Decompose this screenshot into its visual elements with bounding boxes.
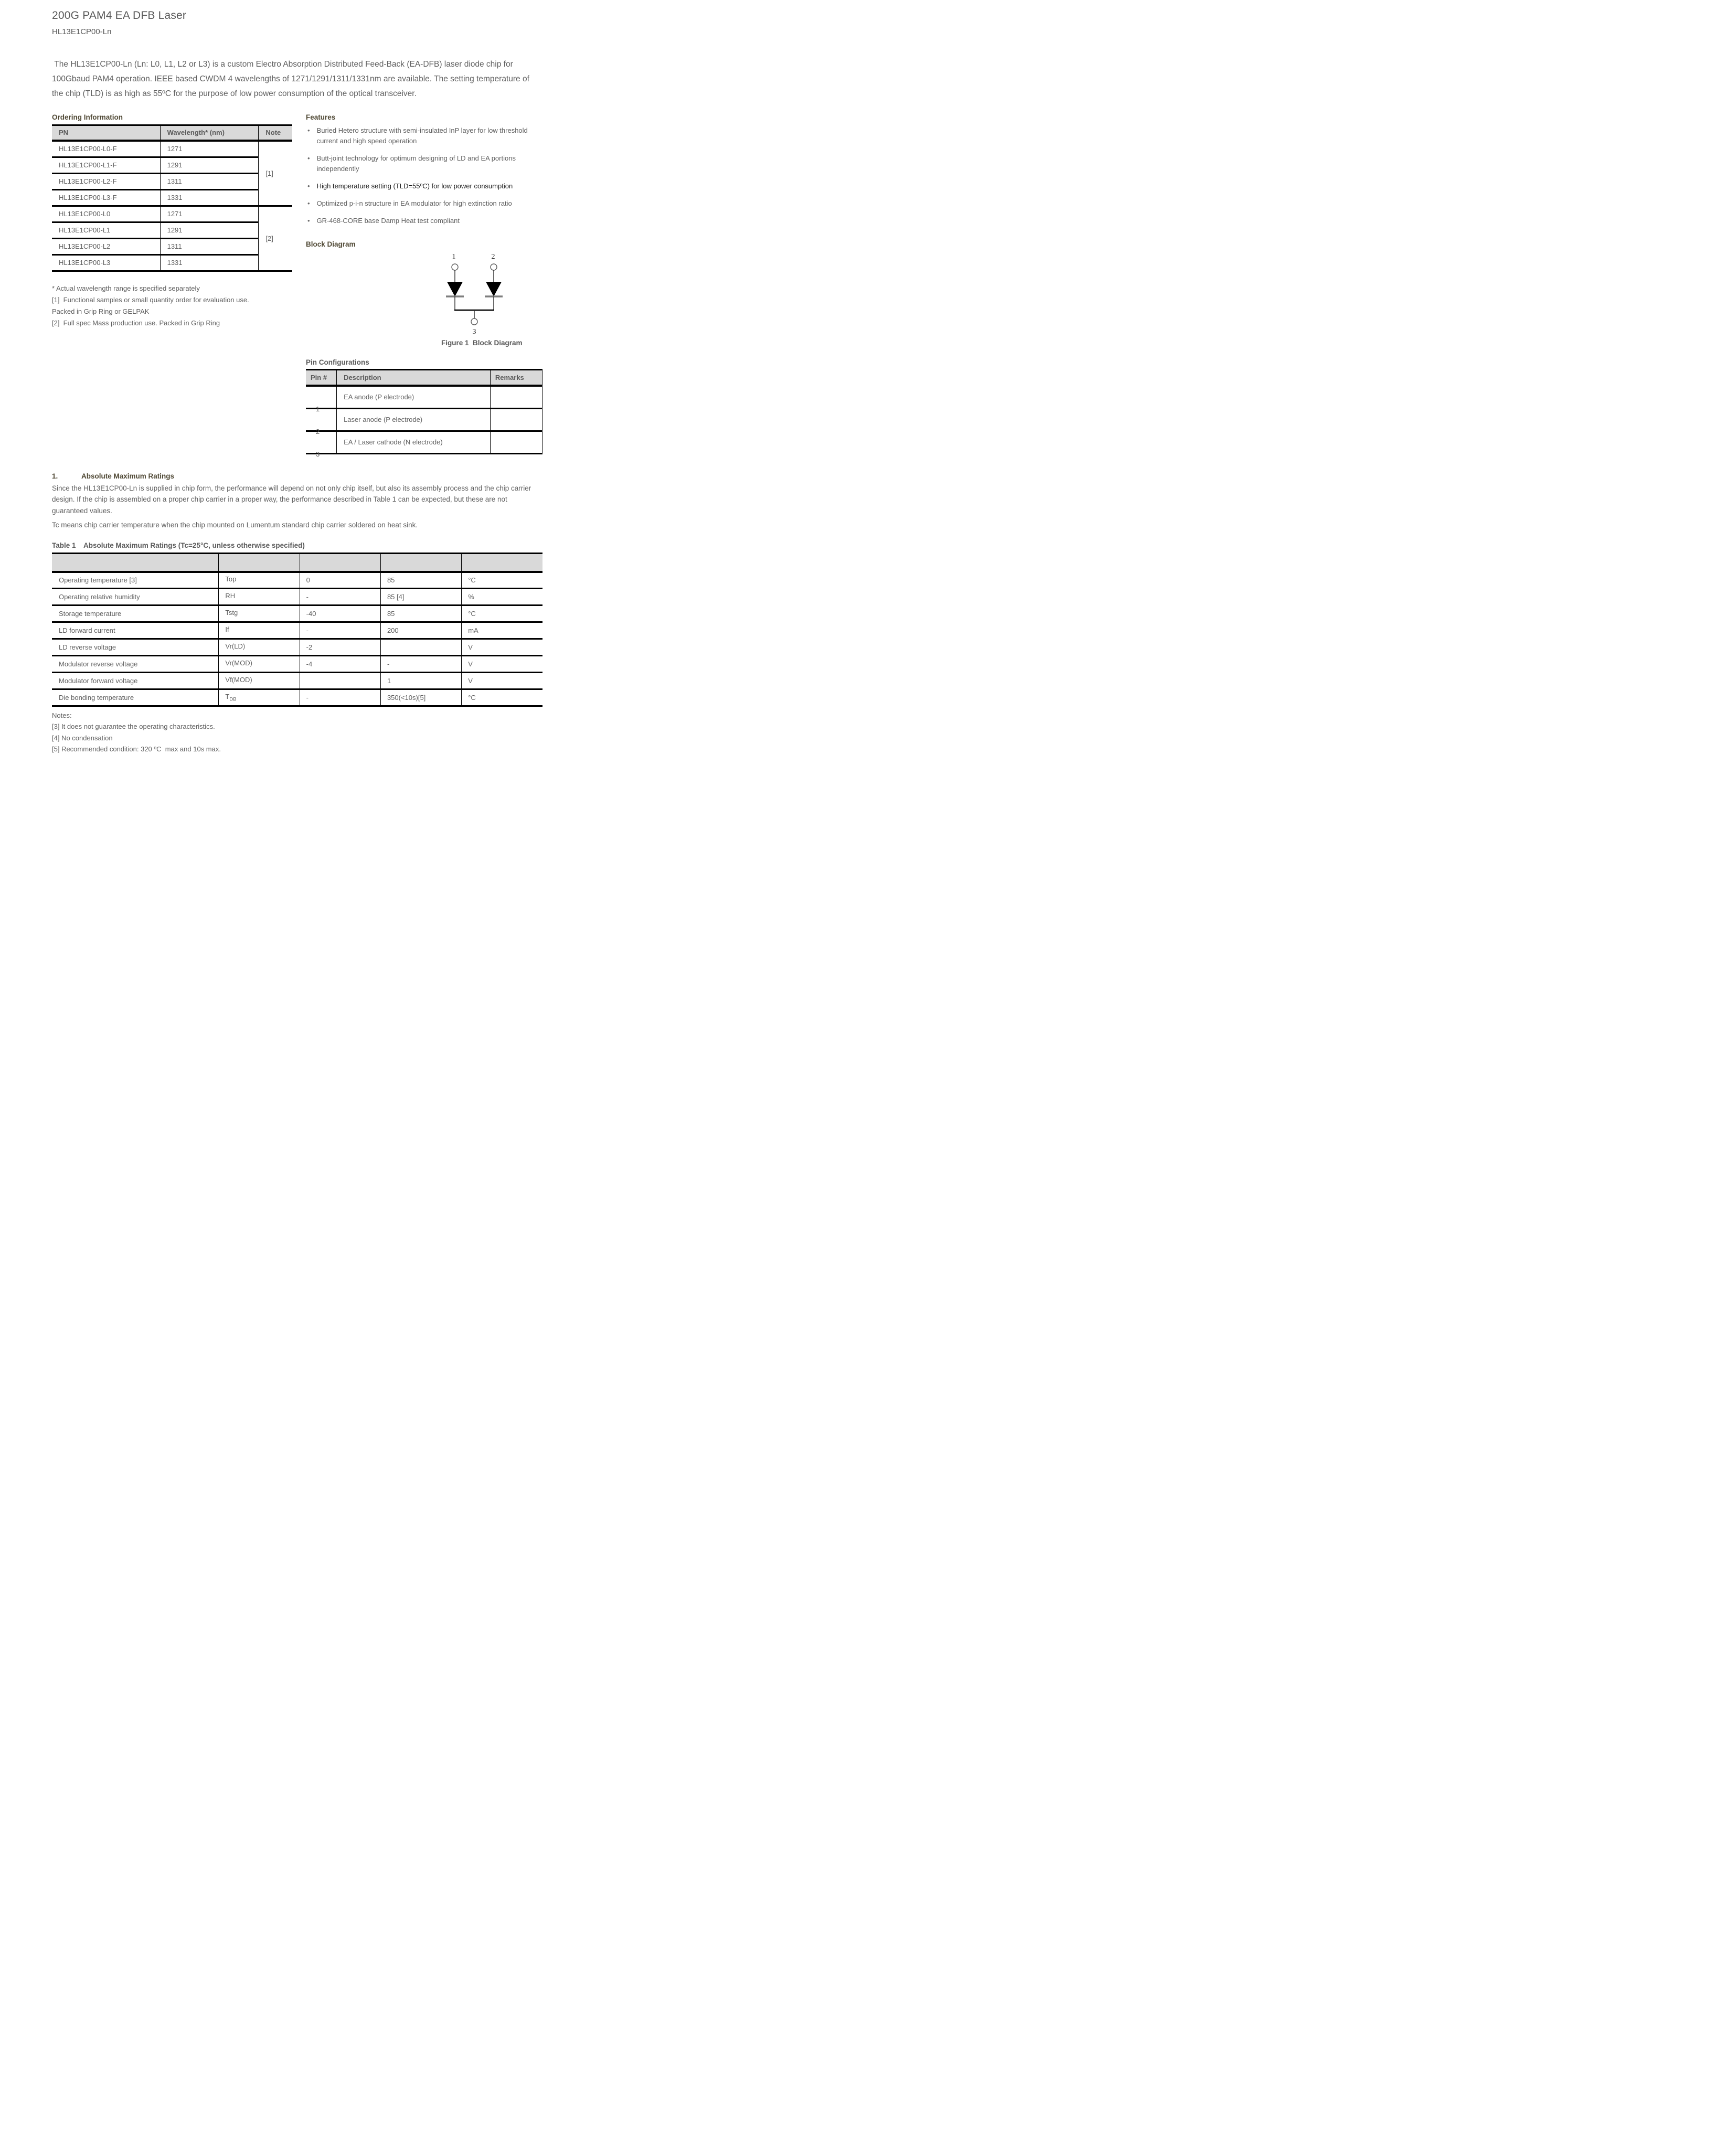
unit-cell: mA <box>462 622 542 639</box>
symbol-cell: Vf(MOD) <box>219 673 300 689</box>
two-column-zone <box>52 113 542 458</box>
pin-label-3: 3 <box>472 327 476 335</box>
bullet-icon: • <box>307 217 310 225</box>
footnote-line: [2] Full spec Mass production use. Packed in Grip Ring <box>52 319 220 327</box>
footnote-line: * Actual wavelength range is specified separately <box>52 284 200 292</box>
absolute-maximum-ratings-table <box>52 553 542 707</box>
unit-cell: V <box>462 656 542 673</box>
pin-remarks-cell <box>490 408 542 431</box>
part-number: HL13E1CP00-Ln <box>52 27 112 36</box>
max-cell <box>380 639 461 656</box>
footnote-line: [1] Functional samples or small quantity order for evaluation use. <box>52 295 249 304</box>
wavelength-cell: 1291 <box>160 157 259 173</box>
section-number: 1. <box>52 472 58 480</box>
pin-terminal-1 <box>452 264 458 270</box>
unit-cell: % <box>462 589 542 606</box>
column-header-unit <box>462 554 542 572</box>
pin-description-cell: EA anode (P electrode) <box>337 386 491 408</box>
feature-text: High temperature setting (TLD=55ºC) for low power consumption <box>316 182 513 190</box>
pin-number-cell <box>306 431 337 458</box>
block-diagram-heading: Block Diagram <box>306 240 356 248</box>
pin-terminal-3 <box>471 318 477 325</box>
table-row <box>52 589 542 606</box>
notes-heading: Notes: <box>52 711 72 720</box>
unit-cell: V <box>462 673 542 689</box>
min-cell: - <box>300 689 380 706</box>
parameter-cell: Operating relative humidity <box>52 589 219 606</box>
table-row <box>52 141 292 157</box>
max-cell: 350(<10s)[5] <box>380 689 461 706</box>
table-row <box>306 431 542 453</box>
pn-cell: HL13E1CP00-L3 <box>52 254 160 271</box>
table-row <box>306 408 542 431</box>
pin-config-table <box>306 369 542 458</box>
symbol-cell: RH <box>219 589 300 606</box>
pin-label-1: 1 <box>452 252 456 261</box>
table-row <box>52 689 542 706</box>
feature-text: GR-468-CORE base Damp Heat test compliant <box>316 217 460 225</box>
pin-header-row <box>306 369 542 386</box>
section-paragraph: Tc means chip carrier temperature when the chip mounted on Lumentum standard chip carrier soldered on heat sink. <box>52 521 418 529</box>
pin-config-heading: Pin Configurations <box>306 358 369 366</box>
wavelength-cell: 1271 <box>160 206 259 222</box>
unit-cell: °C <box>462 689 542 706</box>
unit-cell: °C <box>462 606 542 622</box>
pn-cell: HL13E1CP00-L0 <box>52 206 160 222</box>
pin-number: 3 <box>316 450 320 458</box>
pn-cell: HL13E1CP00-L2 <box>52 238 160 254</box>
min-cell: -4 <box>300 656 380 673</box>
column-header-note: Note <box>259 125 292 141</box>
column-header-remarks: Remarks <box>490 369 542 386</box>
pin-number: 1 <box>316 405 320 413</box>
symbol-cell: $T_{DB}$ <box>219 689 300 706</box>
unit-cell: V <box>462 639 542 656</box>
bullet-icon: • <box>307 182 310 190</box>
diode-symbol-ea <box>447 282 463 296</box>
parameter-cell: LD reverse voltage <box>52 639 219 656</box>
bullet-icon: • <box>307 154 310 162</box>
parameter-cell: Operating temperature [3] <box>52 572 219 589</box>
max-cell: 85 [4] <box>380 589 461 606</box>
pn-cell: HL13E1CP00-L1-F <box>52 157 160 173</box>
pin-number-cell <box>306 408 337 436</box>
feature-item <box>306 153 542 174</box>
wavelength-cell: 1271 <box>160 141 259 157</box>
block-diagram-svg <box>414 251 535 335</box>
table-row <box>52 238 292 254</box>
pn-cell: HL13E1CP00-L3-F <box>52 189 160 206</box>
wavelength-cell: 1331 <box>160 189 259 206</box>
table-row <box>52 656 542 673</box>
feature-text: Buried Hetero structure with semi-insulated InP layer for low threshold current and high speed operation <box>316 126 528 145</box>
feature-text: Butt-joint technology for optimum designing of LD and EA portions independently <box>316 154 516 173</box>
section-title: Absolute Maximum Ratings <box>81 472 175 480</box>
column-header-pin: Pin # <box>306 369 337 386</box>
pn-cell: HL13E1CP00-L1 <box>52 222 160 238</box>
diode-symbol-laser <box>486 282 502 296</box>
page-title: 200G PAM4 EA DFB Laser <box>52 9 187 22</box>
feature-item <box>306 198 542 209</box>
wavelength-cell: 1311 <box>160 238 259 254</box>
symbol-cell: Vr(MOD) <box>219 656 300 673</box>
note-cell: [2] <box>259 206 292 271</box>
parameter-cell: LD forward current <box>52 622 219 639</box>
min-cell <box>300 673 380 689</box>
wavelength-cell: 1331 <box>160 254 259 271</box>
table-row <box>306 386 542 408</box>
max-cell: 1 <box>380 673 461 689</box>
pin-remarks-cell <box>490 386 542 408</box>
parameter-cell: Storage temperature <box>52 606 219 622</box>
max-cell: 85 <box>380 606 461 622</box>
wavelength-cell: 1291 <box>160 222 259 238</box>
min-cell: - <box>300 622 380 639</box>
wavelength-cell: 1311 <box>160 173 259 189</box>
table-row <box>52 572 542 589</box>
table-row <box>52 622 542 639</box>
pin-label-2: 2 <box>491 252 495 261</box>
min-cell: -2 <box>300 639 380 656</box>
table-row <box>52 189 292 206</box>
figure-caption: Figure 1 Block Diagram <box>441 338 523 347</box>
pin-number: 2 <box>316 427 320 436</box>
max-cell: 200 <box>380 622 461 639</box>
table-row <box>52 673 542 689</box>
intro-paragraph: The HL13E1CP00-Ln (Ln: L0, L1, L2 or L3) is a custom Electro Absorption Distributed Feed-Back (EA-DFB) laser diode chip for 100Gbaud PAM4 operation. IEEE based CWDM 4 wavelengths of 1271/1291/1311/1331nm are available. The setting temperature of the chip (TLD) is as high as 55ºC for the purpose of low power consumption of the optical transceiver. <box>52 60 532 99</box>
symbol-cell: If <box>219 622 300 639</box>
max-cell: 85 <box>380 572 461 589</box>
ordering-footnotes <box>52 283 292 328</box>
pn-cell: HL13E1CP00-L0-F <box>52 141 160 157</box>
section-heading <box>52 472 542 480</box>
ordering-section <box>52 113 292 454</box>
unit-cell: °C <box>462 572 542 589</box>
ordering-table <box>52 124 292 272</box>
pin-description-cell: EA / Laser cathode (N electrode) <box>337 431 491 453</box>
column-header-description: Description <box>337 369 491 386</box>
bullet-icon: • <box>307 126 310 134</box>
ordering-heading: Ordering Information <box>52 113 123 121</box>
table-row <box>52 173 292 189</box>
table-row <box>52 157 292 173</box>
symbol-cell: Vr(LD) <box>219 639 300 656</box>
ordering-header-row <box>52 125 292 141</box>
column-header-symbol <box>219 554 300 572</box>
pn-cell: HL13E1CP00-L2-F <box>52 173 160 189</box>
feature-item <box>306 125 542 146</box>
min-cell: -40 <box>300 606 380 622</box>
symbol-cell: Top <box>219 572 300 589</box>
features-list <box>306 125 542 227</box>
feature-text: Optimized p-i-n structure in EA modulator for high extinction ratio <box>316 199 512 208</box>
block-diagram-figure <box>414 251 535 338</box>
amr-header-row <box>52 554 542 572</box>
min-cell: - <box>300 589 380 606</box>
parameter-cell: Modulator reverse voltage <box>52 656 219 673</box>
parameter-cell: Die bonding temperature <box>52 689 219 706</box>
table-row <box>52 639 542 656</box>
feature-item <box>306 181 542 192</box>
note-line: [5] Recommended condition: 320 ºC max and 10s max. <box>52 745 221 753</box>
parameter-cell: Modulator forward voltage <box>52 673 219 689</box>
features-heading: Features <box>306 113 336 121</box>
table-row <box>52 254 292 271</box>
max-cell: - <box>380 656 461 673</box>
notes-block <box>52 711 542 755</box>
note-line: [3] It does not guarantee the operating characteristics. <box>52 723 215 731</box>
pin-number-cell <box>306 386 337 413</box>
note-cell: [1] <box>259 141 292 206</box>
note-line: [4] No condensation <box>52 734 113 742</box>
right-column <box>306 113 542 458</box>
section-paragraph: Since the HL13E1CP00-Ln is supplied in chip form, the performance will depend on not only chip itself, but also its assembly process and the chip carrier design. If the chip is assembled on a proper chip carrier in a proper way, the performance described in Table 1 can be expected, but these are not guaranteed values. <box>52 484 531 515</box>
pin-terminal-2 <box>491 264 497 270</box>
column-header-pn: PN <box>52 125 160 141</box>
column-header-max <box>380 554 461 572</box>
symbol-cell: Tstg <box>219 606 300 622</box>
table-row <box>52 206 292 222</box>
datasheet-page <box>0 0 578 769</box>
feature-item <box>306 216 542 226</box>
bullet-icon: • <box>307 199 310 208</box>
pin-remarks-cell <box>490 431 542 453</box>
min-cell: 0 <box>300 572 380 589</box>
column-header-parameter <box>52 554 219 572</box>
table1-caption: Table 1 Absolute Maximum Ratings (Tc=25°C, unless otherwise specified) <box>52 541 305 550</box>
column-header-min <box>300 554 380 572</box>
absolute-maximum-ratings-section <box>52 472 542 755</box>
pin-description-cell: Laser anode (P electrode) <box>337 408 491 431</box>
column-header-wavelength: Wavelength* (nm) <box>160 125 259 141</box>
table-row <box>52 222 292 238</box>
table-row <box>52 606 542 622</box>
footnote-line: Packed in Grip Ring or GELPAK <box>52 307 150 316</box>
